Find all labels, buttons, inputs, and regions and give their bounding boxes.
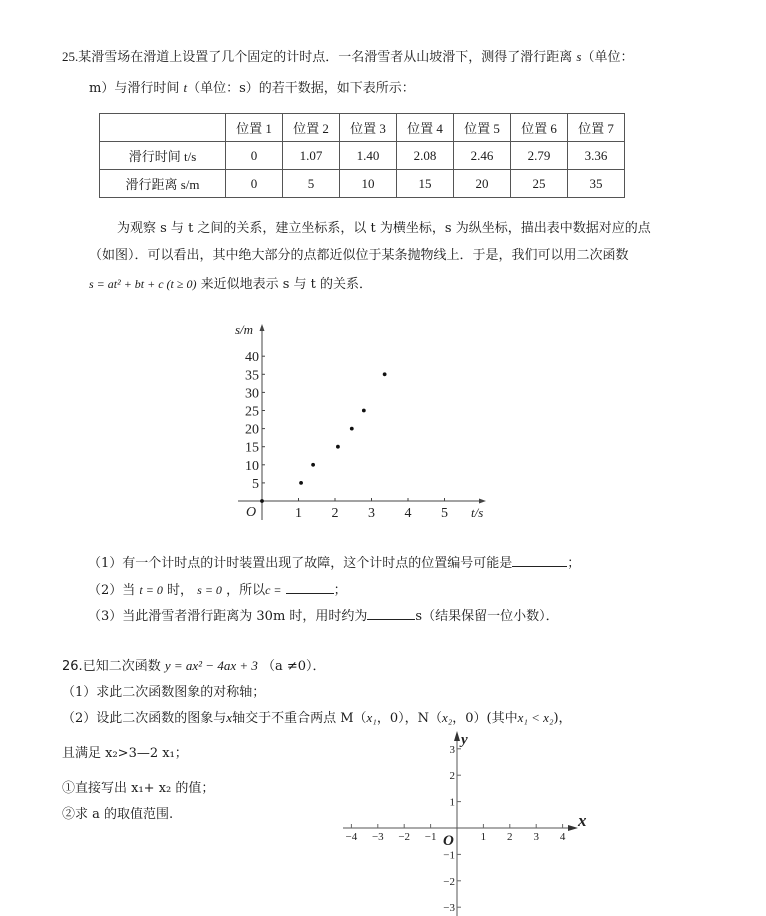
y-tick-label: 15	[245, 440, 259, 456]
y-tick-label: 3	[449, 743, 455, 756]
q25-sub3: （3）当此滑雪者滑行距离为 30m 时，用时约为 s（结果保留一位小数）．	[88, 609, 559, 624]
row-label: 滑行距离 s/m	[100, 170, 226, 198]
table-header-cell: 位置 6	[511, 114, 568, 142]
x-axis-label: t/s	[471, 505, 484, 520]
table-cell: 0	[226, 170, 283, 198]
y-tick-label: −2	[443, 875, 455, 888]
y-tick-label: 20	[245, 422, 259, 438]
q26-stem: 26.已知二次函数 y = ax² − 4ax + 3 （a ≠0）．	[62, 658, 326, 674]
y-axis-label: y	[461, 732, 468, 748]
answer-blank-2[interactable]	[286, 581, 334, 594]
q26-item1: ①直接写出 x₁+ x₂ 的值；	[62, 781, 215, 796]
table-header-cell	[100, 114, 226, 142]
table-header-row	[100, 114, 625, 142]
table-header-cell: 位置 5	[454, 114, 511, 142]
answer-blank-3[interactable]	[367, 607, 415, 620]
y-tick-label: −1	[443, 849, 455, 862]
table-cell: 3.36	[568, 142, 625, 170]
table-cell: 25	[511, 170, 568, 198]
q26-item2: ②求 a 的取值范围.	[62, 807, 174, 822]
y-tick-label: 30	[245, 386, 259, 402]
q25-intro-line2: m）与滑行时间 t（单位：s）的若干数据，如下表所示：	[89, 80, 415, 96]
x-tick-label: 5	[441, 506, 448, 521]
q25-formula: s = at² + bt + c (t ≥ 0)	[89, 277, 197, 291]
data-point	[336, 445, 340, 449]
q25-intro-line1: 25.某滑雪场在滑道上设置了几个固定的计时点．一名滑雪者从山坡滑下，测得了滑行距离 s（单位：	[62, 49, 634, 65]
x-tick-label: −2	[398, 831, 411, 843]
table-cell: 1.40	[340, 142, 397, 170]
table-cell: 10	[340, 170, 397, 198]
data-point	[350, 427, 354, 431]
y-axis-label: s/m	[235, 322, 254, 337]
y-axis-arrow	[260, 324, 265, 331]
x-tick-label: 3	[368, 506, 375, 521]
table-cell: 5	[283, 170, 340, 198]
x-tick-label: −3	[371, 831, 384, 843]
q26-condition: 且满足 x₂>3—2 x₁；	[62, 746, 188, 761]
y-tick-label: 40	[245, 350, 259, 366]
table-cell: 20	[454, 170, 511, 198]
q26-sub1: （1）求此二次函数图象的对称轴；	[62, 685, 266, 700]
q25-para-line1: 为观察 s 与 t 之间的关系，建立坐标系，以 t 为横坐标，s 为纵坐标，描出表中数据对应的点	[117, 221, 651, 236]
x-axis-arrow	[479, 499, 486, 504]
x-tick-label: 4	[404, 506, 412, 521]
x-axis-arrow	[568, 825, 578, 831]
data-point	[383, 372, 387, 376]
y-tick-label: 25	[245, 404, 259, 420]
q25-para-line3: s = at² + bt + c (t ≥ 0) 来近似地表示 s 与 t 的关系．	[89, 277, 373, 292]
data-point	[311, 463, 315, 467]
x-axis-label: x	[578, 811, 587, 830]
table-header-cell: 位置 2	[283, 114, 340, 142]
y-tick-label: 10	[245, 458, 259, 474]
y-tick-label: 2	[449, 770, 455, 783]
table-cell: 2.46	[454, 142, 511, 170]
q25-para-line2: （如图）．可以看出，其中绝大部分的点都近似位于某条抛物线上．于是，我们可以用二次函数	[89, 248, 629, 263]
row-label: 滑行时间 t/s	[100, 142, 226, 170]
data-point	[299, 481, 303, 485]
q25-sub1: （1）有一个计时点的计时装置出现了故障，这个计时点的位置编号可能是 ；	[88, 556, 581, 571]
origin-label: O	[443, 833, 454, 849]
q25-number: 25.	[62, 49, 79, 64]
y-axis-arrow	[454, 731, 460, 741]
table-header-cell: 位置 3	[340, 114, 397, 142]
x-tick-label: 2	[331, 506, 339, 521]
y-tick-label: −3	[443, 902, 455, 915]
data-table	[99, 113, 625, 198]
table-header-cell: 位置 4	[397, 114, 454, 142]
x-tick-label: 1	[480, 831, 487, 843]
y-tick-label: 5	[252, 476, 259, 492]
origin-label: O	[246, 505, 257, 520]
x-tick-label: 1	[295, 506, 302, 521]
q25-sub2: （2）当 t = 0 时， s = 0 ，所以c = ；	[88, 583, 347, 598]
x-tick-label: 4	[559, 831, 566, 843]
table-cell: 0	[226, 142, 283, 170]
y-tick-label: 1	[449, 796, 455, 809]
answer-blank-1[interactable]	[512, 554, 567, 567]
table-row	[100, 170, 625, 198]
y-tick-label: 35	[245, 368, 259, 384]
data-point	[362, 409, 366, 413]
table-cell: 35	[568, 170, 625, 198]
table-cell: 15	[397, 170, 454, 198]
q26-sub2: （2）设此二次函数的图象与x轴交于不重合两点 M（x₁，0），N（x₂，0）(其中x₁ < x₂)，	[62, 710, 572, 726]
data-point	[260, 499, 264, 503]
x-tick-label: 3	[533, 831, 539, 843]
table-cell: 2.79	[511, 142, 568, 170]
table-cell: 1.07	[283, 142, 340, 170]
x-tick-label: −1	[424, 831, 437, 843]
x-tick-label: −4	[345, 831, 358, 843]
table-header-cell: 位置 7	[568, 114, 625, 142]
table-row	[100, 142, 625, 170]
table-header-cell: 位置 1	[226, 114, 283, 142]
x-tick-label: 2	[507, 831, 513, 843]
table-cell: 2.08	[397, 142, 454, 170]
